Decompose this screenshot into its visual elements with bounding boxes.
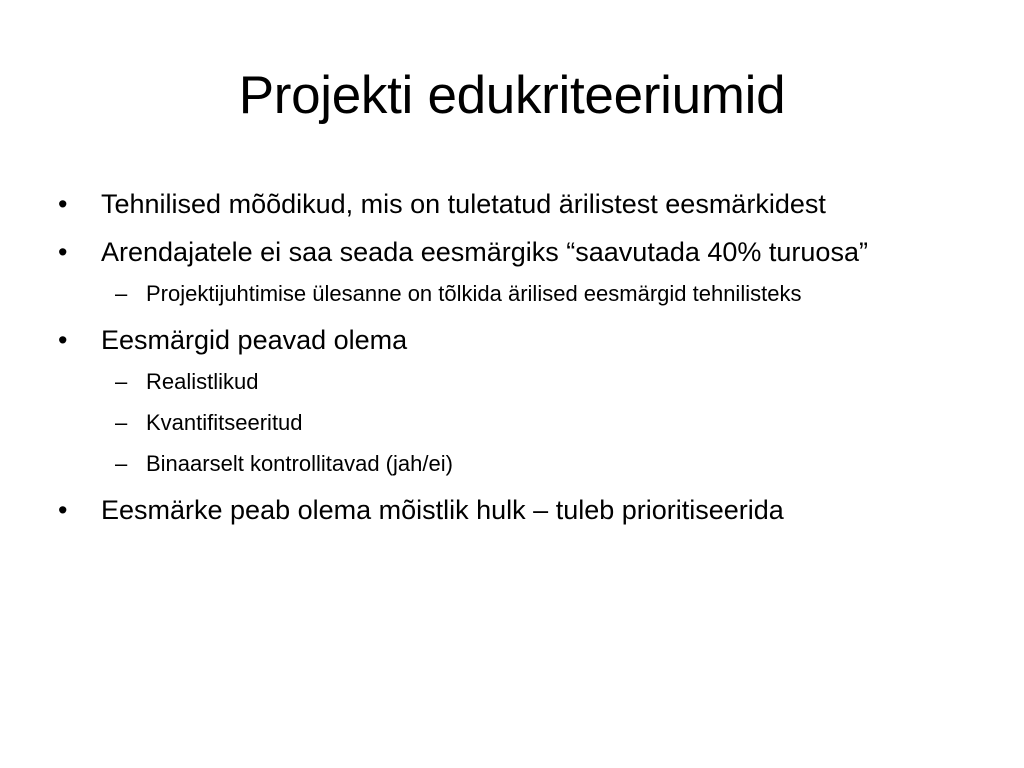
bullet-item: [56, 492, 976, 528]
sub-bullet-item: [101, 407, 976, 439]
sub-bullet-text: Binaarselt kontrollitavad (jah/ei): [146, 451, 453, 476]
sub-bullet-text: Kvantifitseeritud: [146, 410, 303, 435]
bullet-item: [56, 186, 976, 222]
bullet-text: Eesmärke peab olema mõistlik hulk – tuleb prioritiseerida: [101, 495, 784, 525]
sub-bullet-list: [101, 366, 976, 480]
bullet-text: Arendajatele ei saa seada eesmärgiks “saavutada 40% turuosa”: [101, 237, 868, 267]
bullet-list: [56, 186, 976, 540]
sub-bullet-text: Projektijuhtimise ülesanne on tõlkida ärilised eesmärgid tehnilisteks: [146, 281, 802, 306]
slide-title: Projekti edukriteeriumid: [238, 66, 786, 125]
sub-bullet-item: [101, 366, 976, 398]
bullet-item: [56, 234, 976, 310]
bullet-item: [56, 322, 976, 480]
sub-bullet-list: [101, 278, 976, 310]
bullet-text: Eesmärgid peavad olema: [101, 325, 408, 355]
sub-bullet-item: [101, 448, 976, 480]
bullet-text: Tehnilised mõõdikud, mis on tuletatud ärilistest eesmärkidest: [101, 189, 826, 219]
sub-bullet-text: Realistlikud: [146, 369, 259, 394]
sub-bullet-item: [101, 278, 976, 310]
